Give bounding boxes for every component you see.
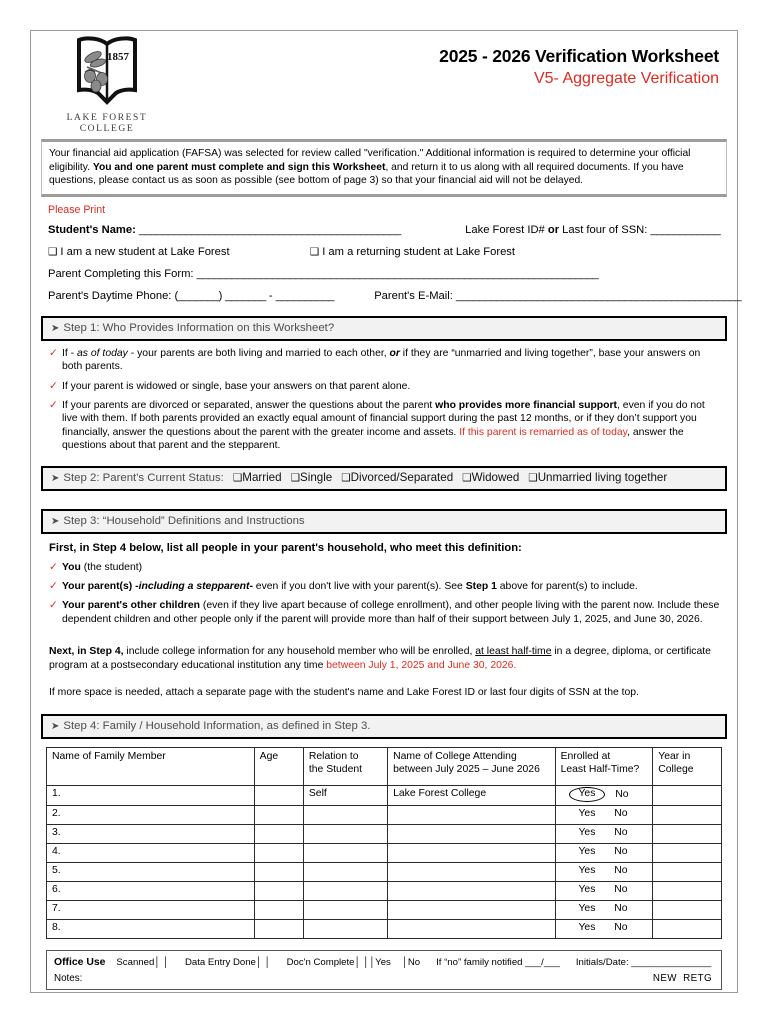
enrolled-yes-option[interactable]: Yes <box>578 884 596 896</box>
parent-phone-label: Parent's Daytime Phone: <box>48 289 172 302</box>
column-header-age: Age <box>254 748 303 786</box>
parent-phone-area-input[interactable]: (_______) <box>174 289 222 302</box>
cell-name-7[interactable]: 7. <box>47 901 255 920</box>
column-header-name: Name of Family Member <box>47 748 255 786</box>
cell-year-6[interactable] <box>653 882 722 901</box>
cell-enrolled-6[interactable] <box>555 882 653 901</box>
status-label-widowed: Widowed <box>471 470 520 484</box>
page-subtitle: V5- Aggregate Verification <box>533 70 719 87</box>
cell-name-4[interactable]: 4. <box>47 844 255 863</box>
office-data-entry-label: Data Entry Done <box>184 957 256 969</box>
intro-text-bold: You and one parent must complete and sign this Worksheet <box>92 161 386 173</box>
cell-name-8[interactable]: 8. <box>47 920 255 939</box>
page-content <box>34 34 742 990</box>
status-checkbox-married[interactable]: ❑ <box>232 471 243 484</box>
new-student-label: I am a new student at Lake Forest <box>60 245 230 258</box>
cell-enrolled-3[interactable] <box>555 825 653 844</box>
cell-college-4[interactable] <box>388 844 555 863</box>
bullet-text-a3: - your parents are both living and married to each other, <box>127 347 390 359</box>
family-table-body <box>47 786 722 939</box>
enrolled-no-option[interactable]: No <box>614 846 628 858</box>
cell-age-7[interactable] <box>254 901 303 920</box>
parent-email-input[interactable]: _________________________________________________ <box>455 289 742 302</box>
step-4-note-paragraph <box>49 645 721 672</box>
parent-form-input[interactable]: _____________________________________________________________________ <box>196 267 599 280</box>
cell-age-6[interactable] <box>254 882 303 901</box>
next-step4-dates: between July 1, 2025 and June 30, 2026. <box>326 659 517 671</box>
cell-relation-5[interactable] <box>303 863 387 882</box>
status-label-divorced: Divorced/Separated <box>350 470 454 484</box>
crest-book-acorn-icon <box>74 36 140 110</box>
cell-relation-3[interactable] <box>303 825 387 844</box>
office-notes-label: Notes: <box>54 973 83 985</box>
step-3-bullets <box>41 561 727 637</box>
step-2-heading: Step 2: Parent's Current Status: <box>63 471 224 484</box>
table-row[interactable] <box>47 786 722 806</box>
cell-name-5[interactable]: 5. <box>47 863 255 882</box>
bullet-text-c4: If this parent is remarried as of today <box>459 426 628 438</box>
household-parent-1: Your parent(s) - <box>62 581 139 593</box>
office-docn-marks[interactable]: │ │ <box>354 957 370 969</box>
enrolled-no-option[interactable]: No <box>614 808 628 820</box>
column-header-enrolled: Enrolled at Least Half-Time? <box>555 748 653 786</box>
cell-enrolled-7[interactable] <box>555 901 653 920</box>
step-1-header <box>41 316 727 341</box>
cell-age-5[interactable] <box>254 863 303 882</box>
cell-age-8[interactable] <box>254 920 303 939</box>
office-docn-label: Doc'n Complete <box>286 957 355 969</box>
family-table-wrapper <box>41 739 727 939</box>
page-title: 2025 - 2026 Verification Worksheet <box>439 46 719 66</box>
step-2-arrow-icon: ➤ <box>51 472 60 484</box>
student-name-row <box>48 223 722 237</box>
cell-relation-2[interactable] <box>303 806 387 825</box>
table-row[interactable] <box>47 920 722 939</box>
new-student-checkbox[interactable]: ❑ <box>48 245 58 258</box>
check-icon: ✓ <box>49 580 58 593</box>
list-item <box>49 561 721 574</box>
list-item <box>49 347 721 374</box>
phone-dash: - <box>268 289 273 302</box>
cell-relation-4[interactable] <box>303 844 387 863</box>
status-checkbox-widowed[interactable]: ❑ <box>462 471 472 484</box>
step-3-heading: Step 3: “Household” Definitions and Instructions <box>63 514 305 527</box>
household-you-note: (the student) <box>80 561 143 573</box>
cell-year-5[interactable] <box>653 863 722 882</box>
ssn-label: Last four of SSN: <box>562 223 648 236</box>
cell-relation-1[interactable]: Self <box>303 786 387 806</box>
cell-year-2[interactable] <box>653 806 722 825</box>
household-parent-2: including a stepparent- <box>138 581 253 593</box>
id-or-label: or <box>547 223 560 236</box>
household-parent-3: even if you don't live with your parent(s). See <box>252 581 466 593</box>
step-3-lead-text: First, in Step 4 below, list all people in your parent's household, who meet this definition: <box>49 541 522 554</box>
enrolled-no-option[interactable]: No <box>614 865 628 877</box>
cell-name-1[interactable]: 1. <box>47 786 255 806</box>
cell-relation-7[interactable] <box>303 901 387 920</box>
step-4-arrow-icon: ➤ <box>51 721 60 733</box>
parent-phone-number-input[interactable]: __________ <box>275 289 334 302</box>
list-item <box>49 399 721 453</box>
status-checkbox-single[interactable]: ❑ <box>290 471 301 484</box>
college-name-line1: LAKE FOREST <box>66 113 148 123</box>
household-parent-5: above for parent(s) to include. <box>496 581 638 593</box>
cell-year-3[interactable] <box>653 825 722 844</box>
table-row[interactable] <box>47 901 722 920</box>
office-tags <box>653 973 712 984</box>
enrolled-yes-option[interactable]: Yes <box>578 846 596 858</box>
next-step4-text1: include college information for any household member who will be enrolled, <box>123 646 476 658</box>
enrolled-yes-option[interactable]: Yes <box>578 922 596 934</box>
cell-college-5[interactable] <box>388 863 555 882</box>
status-checkbox-unmarried-together[interactable]: ❑ <box>528 471 538 484</box>
office-docn-no[interactable]: │No <box>401 957 421 969</box>
tag-retg[interactable]: RETG <box>683 973 712 985</box>
cell-year-1[interactable] <box>653 786 722 806</box>
check-icon: ✓ <box>49 346 58 359</box>
step-2-header <box>41 466 727 491</box>
cell-age-4[interactable] <box>254 844 303 863</box>
parent-form-label: Parent Completing this Form: <box>48 267 194 280</box>
table-row[interactable] <box>47 863 722 882</box>
bullet-text-c5: , answer the questions about that parent and the stepparent. <box>62 426 684 452</box>
student-info-section <box>41 197 742 313</box>
enrolled-yes-selected[interactable]: Yes <box>569 787 605 802</box>
office-scanned-label: Scanned <box>116 957 155 969</box>
cell-year-4[interactable] <box>653 844 722 863</box>
ssn-input[interactable]: ____________ <box>650 223 721 236</box>
cell-age-3[interactable] <box>254 825 303 844</box>
cell-name-2[interactable]: 2. <box>47 806 255 825</box>
check-icon: ✓ <box>49 560 58 573</box>
step-3-arrow-icon: ➤ <box>51 515 60 527</box>
enrolled-no-option[interactable]: No <box>614 827 628 839</box>
office-family-notified[interactable]: If “no” family notified ___/___ <box>436 957 560 969</box>
bullet-text-c2: who provides more financial support <box>435 400 618 411</box>
column-header-relation: Relation to the Student <box>303 748 387 786</box>
college-logo <box>55 36 159 135</box>
bullet-text-a1: If - <box>62 347 78 359</box>
student-name-input[interactable]: _____________________________________________ <box>138 223 401 236</box>
parent-form-row <box>48 267 722 281</box>
status-label-unmarried-together: Unmarried living together <box>537 470 668 484</box>
household-you-label: You <box>62 561 81 573</box>
cell-enrolled-2[interactable] <box>555 806 653 825</box>
intro-text-part2: , and return it to us along with all required documents. If you have questions, please contact us as soon as possible (see bottom of page 3) so that your financial aid will not be delayed. <box>49 161 684 187</box>
worksheet-page <box>30 30 742 993</box>
enrolled-yes-option[interactable]: Yes <box>578 865 596 877</box>
check-icon: ✓ <box>49 399 58 411</box>
list-item <box>49 599 721 626</box>
office-data-entry-marks[interactable]: │ │ <box>255 957 271 969</box>
parent-phone-prefix-input[interactable]: _______ <box>225 289 266 302</box>
enrolled-yes-option[interactable]: Yes <box>578 827 596 839</box>
please-print-note: Please Print <box>48 203 106 216</box>
cell-name-3[interactable]: 3. <box>47 825 255 844</box>
cell-age-1[interactable] <box>254 786 303 806</box>
office-scanned-marks[interactable]: │ │ <box>154 957 169 969</box>
lake-forest-id-label: Lake Forest ID# <box>465 223 545 236</box>
bullet-text-a5: if they are “unmarried and living together”, base your answers on both parents. <box>62 347 701 373</box>
enrolled-no-option[interactable]: No <box>615 789 629 801</box>
more-space-note: If more space is needed, attach a separate page with the student's name and Lake Forest ID or last four digits of SSN at the top. <box>49 687 639 699</box>
office-use-box <box>46 950 722 990</box>
cell-college-1[interactable]: Lake Forest College <box>388 786 555 806</box>
cell-college-8[interactable] <box>388 920 555 939</box>
step-4-header <box>41 714 727 739</box>
table-row[interactable] <box>47 844 722 863</box>
cell-relation-6[interactable] <box>303 882 387 901</box>
parent-contact-row <box>48 289 742 303</box>
cell-name-6[interactable]: 6. <box>47 882 255 901</box>
step-4-heading: Step 4: Family / Household Information, as defined in Step 3. <box>63 720 371 733</box>
next-step4-text2: in a degree, diploma, or certificate program at a postsecondary educational institution any time <box>49 646 711 671</box>
step-3-header <box>41 509 727 534</box>
intro-text-part1: Your financial aid application (FAFSA) was selected for review called "verification." Additional information is required to determine your official eligibility. <box>49 148 691 173</box>
returning-student-checkbox[interactable]: ❑ <box>309 245 320 258</box>
status-label-married: Married <box>242 470 282 484</box>
college-name-line2: COLLEGE <box>79 124 135 134</box>
household-children-1: Your parent's other children <box>62 600 200 612</box>
cell-college-3[interactable] <box>388 825 555 844</box>
check-icon: ✓ <box>49 599 58 612</box>
enrolled-no-option[interactable]: No <box>614 903 628 915</box>
step-1-arrow-icon: ➤ <box>51 322 60 334</box>
column-header-college: Name of College Attending between July 2025 – June 2026 <box>388 748 555 786</box>
cell-college-7[interactable] <box>388 901 555 920</box>
cell-college-6[interactable] <box>388 882 555 901</box>
student-name-label: Student's Name: <box>48 223 136 236</box>
enrolled-no-option[interactable]: No <box>614 884 628 896</box>
bullet-text-c3: , even if you do not live with them. If both parents provided an exactly equal amount of financial support during the past 12 months, or if they don’t support you financially, answer the questions about the parent with the greater income and assets. <box>62 400 705 438</box>
bullet-text-c1: If your parents are divorced or separated, answer the questions about the parent <box>62 400 436 411</box>
family-household-table <box>46 747 722 939</box>
enrolled-yes-option[interactable]: Yes <box>578 903 596 915</box>
office-initials-date[interactable]: Initials/Date: _______________ <box>575 957 712 969</box>
household-parent-4: Step 1 <box>465 581 497 593</box>
list-item <box>49 380 721 393</box>
tag-new[interactable]: NEW <box>652 973 677 985</box>
returning-student-label: I am a returning student at Lake Forest <box>322 245 515 258</box>
status-checkbox-divorced[interactable]: ❑ <box>341 471 351 484</box>
cell-age-2[interactable] <box>254 806 303 825</box>
document-header <box>41 34 727 138</box>
list-item <box>49 580 721 593</box>
office-docn-yes[interactable]: │Yes <box>369 957 391 969</box>
step-1-bullets <box>41 341 727 463</box>
cell-enrolled-4[interactable] <box>555 844 653 863</box>
cell-enrolled-8[interactable] <box>555 920 653 939</box>
household-children-2: (even if they live apart because of college enrollment), and other people living with the parent now. Include these dependent children and other people only if the parent will provide more than half of their support between July 1, 2025, and June 30, 2026. <box>62 600 720 625</box>
office-use-title: Office Use <box>54 957 106 969</box>
check-icon: ✓ <box>49 379 58 392</box>
cell-year-7[interactable] <box>653 901 722 920</box>
cell-year-8[interactable] <box>653 920 722 939</box>
table-row[interactable] <box>47 825 722 844</box>
cell-relation-8[interactable] <box>303 920 387 939</box>
cell-enrolled-1[interactable] <box>555 786 653 806</box>
bullet-text-b1: If your parent is widowed or single, base your answers on that parent alone. <box>62 380 411 392</box>
student-status-row <box>48 245 722 259</box>
bullet-text-a2: as of today <box>77 347 128 359</box>
intro-paragraph <box>41 139 727 197</box>
column-header-year: Year in College <box>653 748 722 786</box>
step-1-heading: Step 1: Who Provides Information on this Worksheet? <box>63 321 335 334</box>
bullet-text-a4: or <box>389 347 400 359</box>
crest-year-text: 1857 <box>107 51 129 63</box>
cell-enrolled-5[interactable] <box>555 863 653 882</box>
next-step4-halftime: at least half-time <box>475 646 552 658</box>
enrolled-no-option[interactable]: No <box>614 922 628 934</box>
cell-college-2[interactable] <box>388 806 555 825</box>
status-label-single: Single <box>300 470 333 484</box>
title-block <box>439 46 719 88</box>
table-header-row <box>47 748 722 786</box>
next-step4-label: Next, in Step 4, <box>49 646 124 658</box>
table-row[interactable] <box>47 806 722 825</box>
enrolled-yes-option[interactable]: Yes <box>578 808 596 820</box>
table-row[interactable] <box>47 882 722 901</box>
parent-email-label: Parent's E-Mail: <box>374 289 453 302</box>
office-use-line <box>54 956 714 969</box>
